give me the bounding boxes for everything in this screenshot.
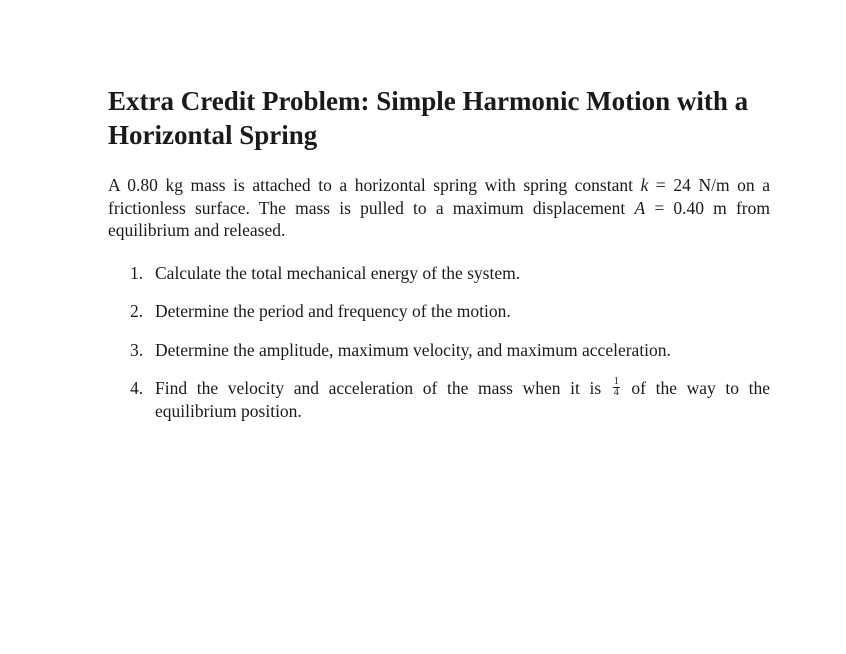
spring-constant-symbol: k — [640, 175, 649, 195]
problem-item-3 — [108, 339, 770, 362]
problem-text-before: Find the velocity and acceleration of the mass when it is — [155, 378, 611, 398]
problem-number: 3. — [130, 339, 144, 360]
problem-item-4 — [108, 377, 770, 423]
problem-number: 1. — [130, 262, 144, 283]
fraction-denominator: 4 — [613, 387, 619, 399]
problem-title: Extra Credit Problem: Simple Harmonic Motion with a Horizontal Spring — [108, 86, 749, 150]
amplitude-symbol: A — [634, 197, 646, 218]
problem-statement — [108, 174, 770, 242]
document-page — [108, 84, 770, 439]
problem-text-after: of the way to the equilibrium position. — [155, 378, 770, 422]
problem-number: 4. — [130, 378, 144, 398]
problem-item-1 — [108, 262, 770, 285]
problem-text: Determine the amplitude, maximum velocity, and maximum acceleration. — [155, 339, 671, 360]
problem-list — [108, 262, 770, 423]
statement-text-2: = 24 N/m on a frictionless surface. The mass is pulled to a maximum displacement — [108, 175, 770, 218]
problem-number: 2. — [130, 301, 144, 321]
problem-text: Calculate the total mechanical energy of the system. — [155, 262, 521, 283]
statement-text-1: A 0.80 kg mass is attached to a horizontal spring with spring constant — [108, 175, 641, 195]
one-quarter-fraction — [613, 377, 620, 398]
problem-text: Determine the period and frequency of the motion. — [155, 301, 511, 321]
fraction-numerator: 1 — [613, 376, 619, 388]
statement-text-3: = 0.40 m from equilibrium and released. — [108, 197, 770, 240]
problem-item-2 — [108, 300, 770, 323]
